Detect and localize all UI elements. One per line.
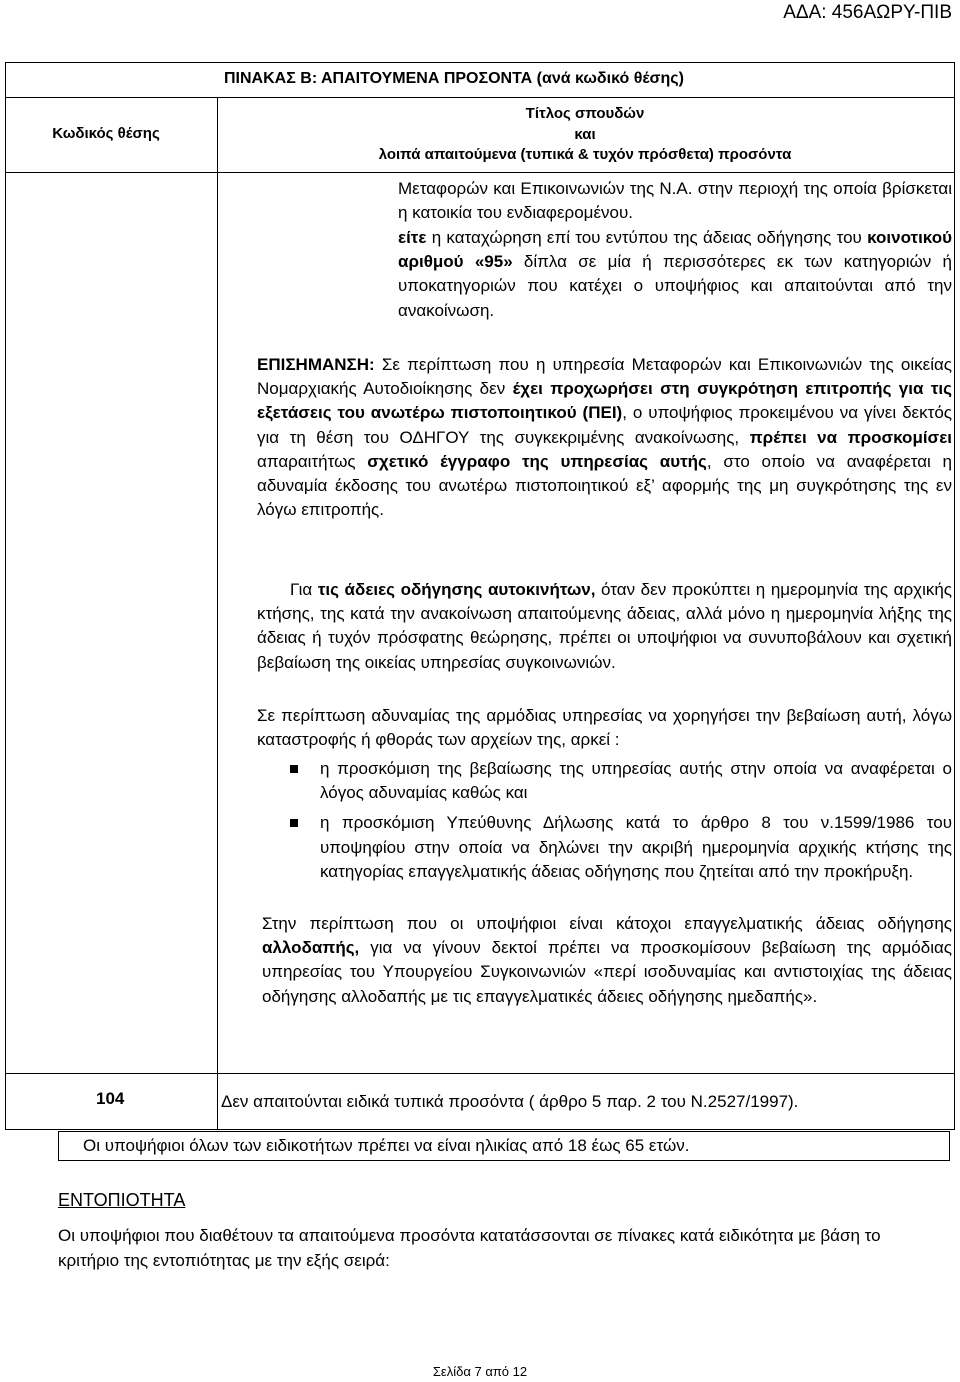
locality-heading: ΕΝΤΟΠΙΟΤΗΤΑ <box>58 1190 186 1210</box>
notice-paragraph: ΕΠΙΣΗΜΑΝΣΗ: Σε περίπτωση που η υπηρεσία Μεταφορών και Επικοινωνιών της οικείας Νομαρχιακής Αυτοδιοίκησης δεν έχει προχωρήσει στη συγκρότηση επιτροπής για τις εξετάσεις του ανωτέρω πιστοποιητικού (ΠΕΙ), ο υποψήφιος προκειμένου να γίνει δεκτός για τη θέση του ΟΔΗΓΟΥ της συγκεκριμένης ανακοίνωσης, πρέπει να προσκομίσει απαραιτήτως σχετικό έγγραφο της υπηρεσίας αυτής, στο οποίο να αναφέρεται η αδυναμία έκδοσης του ανωτέρω πιστοποιητικού εξ’ αφορμής της μη συγκρότησης της εν λόγω επιτροπής. <box>257 355 952 520</box>
bold-either: είτε <box>398 228 427 247</box>
licenses-paragraph: Για τις άδειες οδήγησης αυτοκινήτων, όταν δεν προκύπτει η ημερομηνία της αρχικής κτήσης, της κατά την ανακοίνωση απαιτούμενης άδειας, αλλά μόνο η ημερομηνία λήξης της άδειας ή τυχόν πρόσφατης θεώρησης, πρέπει οι υποψήφιοι να συνυποβάλουν και σχετική βεβαίωση της οικείας υπηρεσίας συγκοινωνιών. <box>257 580 953 672</box>
age-note: Οι υποψήφιοι όλων των ειδικοτήτων πρέπει να είναι ηλικίας από 18 έως 65 ετών. <box>83 1136 690 1155</box>
col-header-requirements <box>216 104 954 166</box>
table-column-divider <box>217 97 218 1073</box>
list-item: η προσκόμιση Υπεύθυνης Δήλωσης κατά το άρθρο 8 του ν.1599/1986 του υποψηφίου στην οποία να δηλώνει την ακριβή ημερομηνία αρχικής κτήσης της κατηγορίας επαγγελματικής άδειας οδήγησης που ζητείται από την προκήρυξη. <box>290 811 952 884</box>
table-divider <box>6 172 954 173</box>
col-header-line: λοιπά απαιτούμενα (τυπικά & τυχόν πρόσθετα) προσόντα <box>378 146 792 163</box>
inability-paragraph: Σε περίπτωση αδυναμίας της αρμόδιας υπηρεσίας να χορηγήσει την βεβαίωση αυτή, λόγω καταστροφής ή φθοράς των αρχείων της, αρκεί : <box>257 706 952 750</box>
locality-body: Οι υποψήφιοι που διαθέτουν τα απαιτούμενα προσόντα κατατάσσονται σε πίνακες κατά ειδικότητα με βάση το κριτήριο της εντοπιότητας με την εξής σειρά: <box>58 1226 881 1270</box>
table-divider <box>6 97 954 98</box>
paragraph-2: είτε η καταχώρηση επί του εντύπου της άδειας οδήγησης του κοινοτικού αριθμού «95» δίπλα σε μία ή περισσότερες εκ των κατηγοριών ή υποκατηγοριών που κατέχει ο υποψήφιος και απαιτούνται από την ανακοίνωση. <box>398 228 952 320</box>
table-title: ΠΙΝΑΚΑΣ Β: ΑΠΑΙΤΟΥΜΕΝΑ ΠΡΟΣΟΝΤΑ (ανά κωδικό θέσης) <box>224 70 684 87</box>
col-header-line: και <box>574 125 596 143</box>
notice-label: ΕΠΙΣΗΜΑΝΣΗ: <box>257 355 375 374</box>
list-item: η προσκόμιση της βεβαίωσης της υπηρεσίας αυτής στην οποία να αναφέρεται ο λόγος αδυναμίας καθώς και <box>290 757 952 805</box>
bullet-list <box>290 757 952 890</box>
page-number: Σελίδα 7 από 12 <box>432 1364 528 1379</box>
col-header-line: Τίτλος σπουδών <box>525 105 645 122</box>
position-requirements: Δεν απαιτούνται ειδικά τυπικά προσόντα ( άρθρο 5 παρ. 2 του Ν.2527/1997). <box>221 1092 799 1111</box>
paragraph-1: Μεταφορών και Επικοινωνιών της Ν.Α. στην περιοχή της οποία βρίσκεται η κατοικία του ενδιαφερομένου. <box>398 179 952 223</box>
foreign-license-paragraph: Στην περίπτωση που οι υποψήφιοι είναι κάτοχοι επαγγελματικής άδειας οδήγησης αλλοδαπής, για να γίνουν δεκτοί πρέπει να προσκομίσουν βεβαίωση της αρμόδιας υπηρεσίας του Υπουργείου Συγκοινωνιών «περί ισοδυναμίας και αντιστοιχίας της άδειας οδήγησης αλλοδαπής με τις επαγγελματικές άδειες οδήγησης ημεδαπής». <box>262 914 952 1006</box>
bold-code-95: κοινοτικού αριθμού «95» <box>398 228 952 272</box>
col-header-code: Κωδικός θέσης <box>52 125 160 142</box>
ada-code: ΑΔΑ: 456ΑΩΡΥ-ΠΙΒ <box>783 2 952 23</box>
square-bullet-icon <box>290 765 298 773</box>
square-bullet-icon <box>290 819 298 827</box>
table-column-divider <box>217 1074 218 1129</box>
position-code: 104 <box>96 1089 125 1108</box>
